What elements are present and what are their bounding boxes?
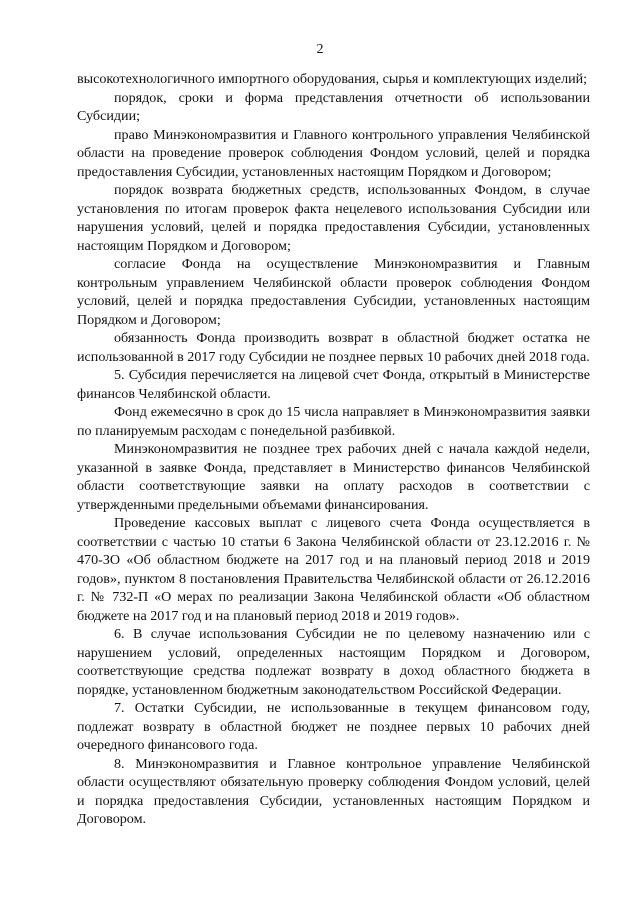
- paragraph-6: 6. В случае использования Субсидии не по целевому назначению или с нарушением условий, определенных настоящим Порядком и Договором, соответствующие средства подлежат возврату в доход областного бюджета в порядке, установленном бюджетным законодательством Российской Федерации.: [77, 626, 590, 698]
- paragraph-5: 5. Субсидия перечисляется на лицевой счет Фонда, открытый в Министерстве финансов Челябинской области.: [77, 367, 590, 402]
- paragraph-cash-payments: Проведение кассовых выплат с лицевого счета Фонда осуществляется в соответствии с частью 10 статьи 6 Закона Челябинской области от 23.12.2016 г. № 470-ЗО «Об областном бюджете на 2017 год и на плановый период 2018 и 2019 годов», пунктом 8 постановления Правительства Челябинской области от 26.12.2016 г. № 732-П «О мерах по реализации Закона Челябинской области «Об областном бюджете на 2017 год и на плановый период 2018 и 2019 годов».: [77, 515, 590, 624]
- paragraph-8: 8. Минэкономразвития и Главное контрольное управление Челябинской области осуществляют обязательную проверку соблюдения Фондом условий, целей и порядка предоставления Субсидии, установленных настоящим Порядком и Договором.: [77, 755, 590, 827]
- paragraph-continuation: высокотехнологичного импортного оборудования, сырья и комплектующих изделий;: [77, 71, 588, 87]
- paragraph-reporting: порядок, сроки и форма представления отчетности об использовании Субсидии;: [77, 89, 590, 124]
- paragraph-monthly-requests: Фонд ежемесячно в срок до 15 числа направляет в Минэкономразвития заявки по планируемым расходам с понедельной разбивкой.: [77, 404, 590, 439]
- paragraph-7: 7. Остатки Субсидии, не использованные в текущем финансовом году, подлежат возврату в областной бюджет не позднее первых 10 рабочих дней очередного финансового года.: [77, 700, 590, 753]
- paragraph-return-procedure: порядок возврата бюджетных средств, использованных Фондом, в случае установления по итогам проверок факта нецелевого использования Субсидии или нарушения условий, целей и порядка предоставления Субсидии, установленных настоящим Порядком и Договором;: [77, 182, 590, 254]
- page-number: 2: [316, 42, 324, 57]
- paragraph-consent: согласие Фонда на осуществление Минэкономразвития и Главным контрольным управлением Челябинской области проверок соблюдения Фондом условий, целей и порядка предоставления Субсидии, установленных настоящим Порядком и Договором;: [77, 256, 590, 328]
- paragraph-inspection-right: право Минэкономразвития и Главного контрольного управления Челябинской области на проведение проверок соблюдения Фондом условий, целей и порядка предоставления Субсидии, установленных настоящим Порядком и Договором;: [77, 126, 590, 180]
- paragraph-weekly-submission: Минэкономразвития не позднее трех рабочих дней с начала каждой недели, указанной в заявке Фонда, представляет в Министерство финансов Челябинской области соответствующие заявки на оплату расходов в соответствии с утвержденными предельными объемами финансирования.: [77, 441, 590, 513]
- paragraph-return-obligation: обязанность Фонда производить возврат в областной бюджет остатка не использованной в 2017 году Субсидии не позднее первых 10 рабочих дней 2018 года.: [77, 330, 590, 365]
- document-body: [77, 70, 590, 829]
